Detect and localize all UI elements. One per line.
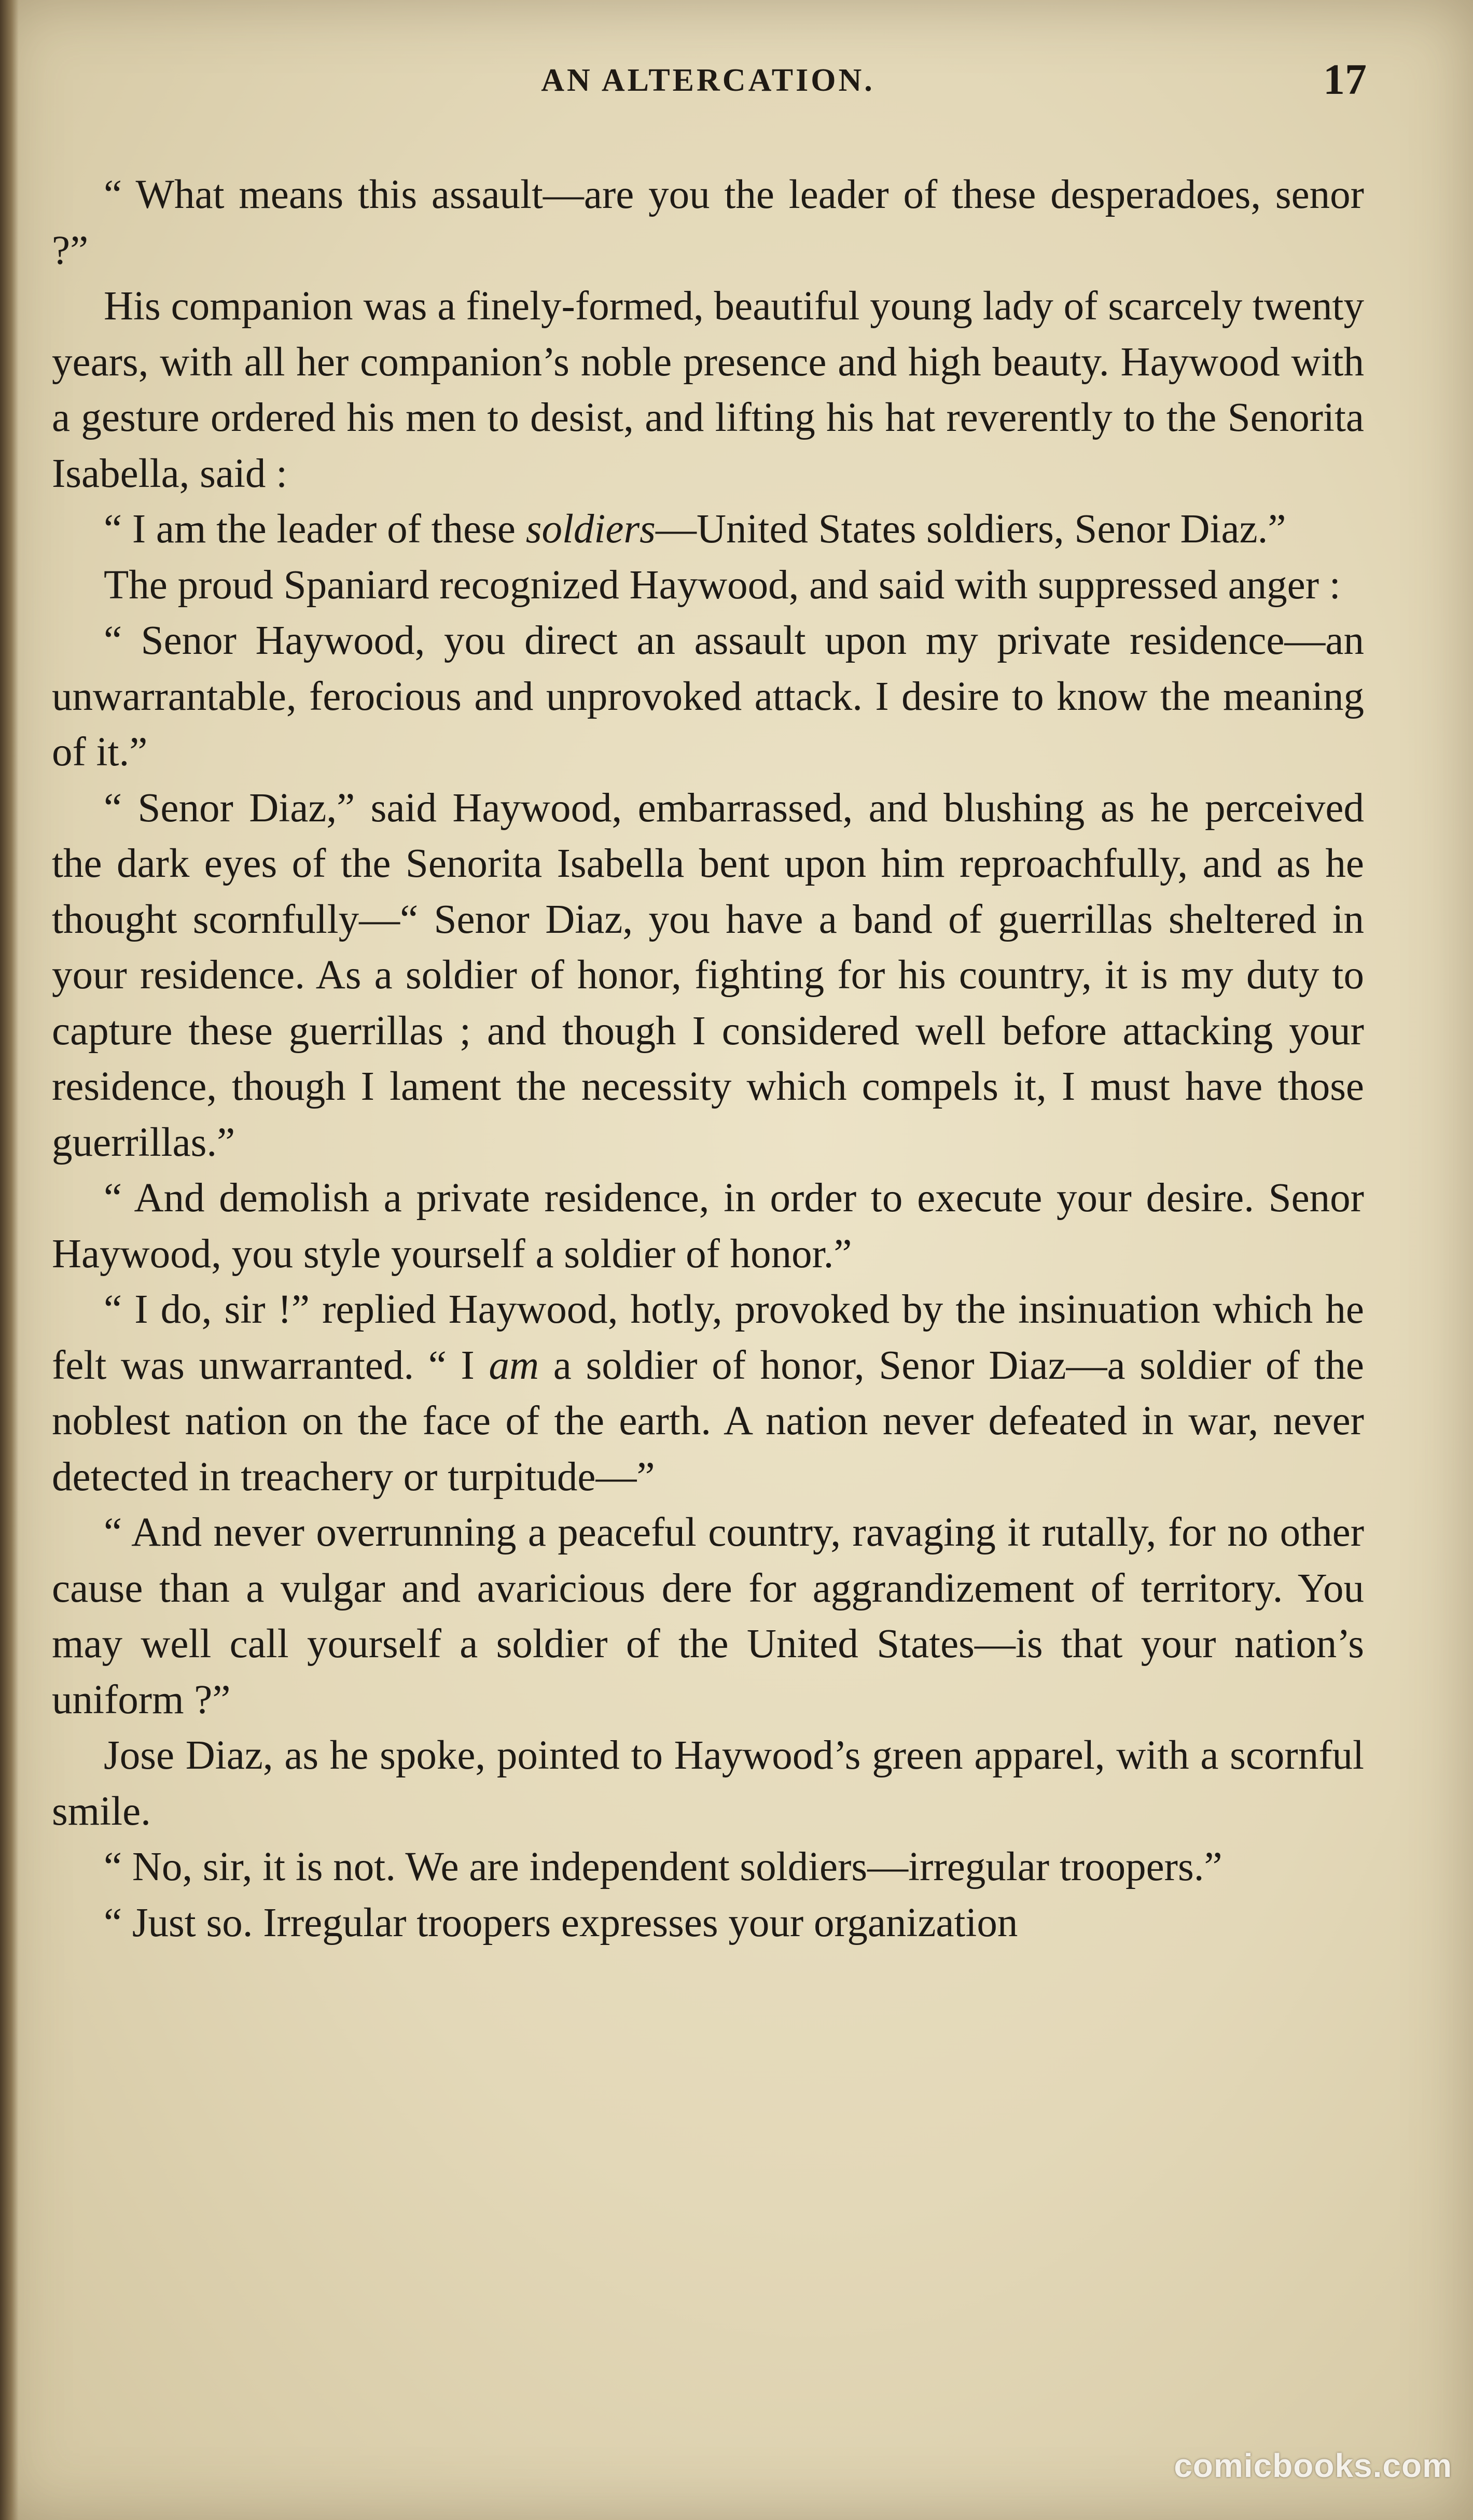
paragraph <box>52 1839 1364 1895</box>
paragraph-text: “ Just so. Irregular troopers expresses your organization <box>104 1900 1018 1945</box>
paragraph-text: “ What means this assault—are you the leader of these desperadoes, senor ?” <box>52 172 1364 273</box>
running-head: AN ALTERCATION. <box>541 63 875 98</box>
paragraph <box>52 780 1364 1171</box>
paragraph <box>52 278 1364 501</box>
italic-emphasis: am <box>489 1342 539 1388</box>
paragraph <box>52 557 1364 613</box>
paragraph-text: “ And demolish a private residence, in order to execute your desire. Senor Haywood, you style yourself a soldier of honor.” <box>52 1175 1364 1277</box>
paragraph <box>52 1505 1364 1728</box>
paragraph <box>52 1895 1364 1951</box>
paragraph-text: Jose Diaz, as he spoke, pointed to Haywood’s green apparel, with a scornful smile. <box>52 1733 1364 1834</box>
paragraph <box>52 1170 1364 1282</box>
watermark: comicbooks.com <box>1174 2447 1452 2484</box>
body-text <box>52 167 1364 1951</box>
paragraph-text: His companion was a finely-formed, beautiful young lady of scarcely twenty years, with all her companion’s noble presence and high beauty. Haywood with a gesture ordered his men to desist, and lifting his hat reverently to the Senorita Isabella, said : <box>52 284 1364 496</box>
page-number: 17 <box>1323 55 1367 104</box>
page-binding-shadow <box>0 0 19 2520</box>
paragraph-text: “ I do, sir !” replied Haywood, hotly, provoked by the insinuation which he felt was unwarranted. “ I <box>52 1287 1364 1388</box>
paragraph-text: “ Senor Haywood, you direct an assault upon my private residence—an unwarrantable, ferocious and unprovoked attack. I desire to know the meaning of it.” <box>52 618 1364 775</box>
paragraph-text: “ Senor Diaz,” said Haywood, embarrassed, and blushing as he perceived the dark eyes of the Senorita Isabella bent upon him reproachfully, and as he thought scornfully—“ Senor Diaz, you have a band of guerrillas sheltered in your residence. As a soldier of honor, fighting for his country, it is my duty to capture these guerrillas ; and though I considered well before attacking your residence, though I lament the necessity which compels it, I must have those guerrillas.” <box>52 785 1364 1165</box>
paragraph-text: “ I am the leader of these <box>104 507 526 552</box>
paragraph <box>52 501 1364 557</box>
paragraph <box>52 1728 1364 1839</box>
paragraph <box>52 1282 1364 1505</box>
paragraph-text: The proud Spaniard recognized Haywood, and said with suppressed anger : <box>104 562 1341 608</box>
paragraph-text: a soldier of honor, Senor Diaz—a soldier of the noblest nation on the face of the earth. A nation never defeated in war, never detected in treachery or turpitude—” <box>52 1342 1364 1500</box>
italic-emphasis: soldiers <box>525 507 656 552</box>
paragraph <box>52 167 1364 278</box>
paragraph-text: “ No, sir, it is not. We are independent soldiers—irregular troopers.” <box>104 1844 1222 1889</box>
paragraph-text: —United States soldiers, Senor Diaz.” <box>655 507 1286 552</box>
paragraph-text: “ And never overrunning a peaceful country, ravaging it rutally, for no other cause than a vulgar and avaricious dere for aggrandizement of territory. You may well call yourself a soldier of the United States—is that your nation’s uniform ?” <box>52 1510 1364 1723</box>
paragraph <box>52 613 1364 780</box>
